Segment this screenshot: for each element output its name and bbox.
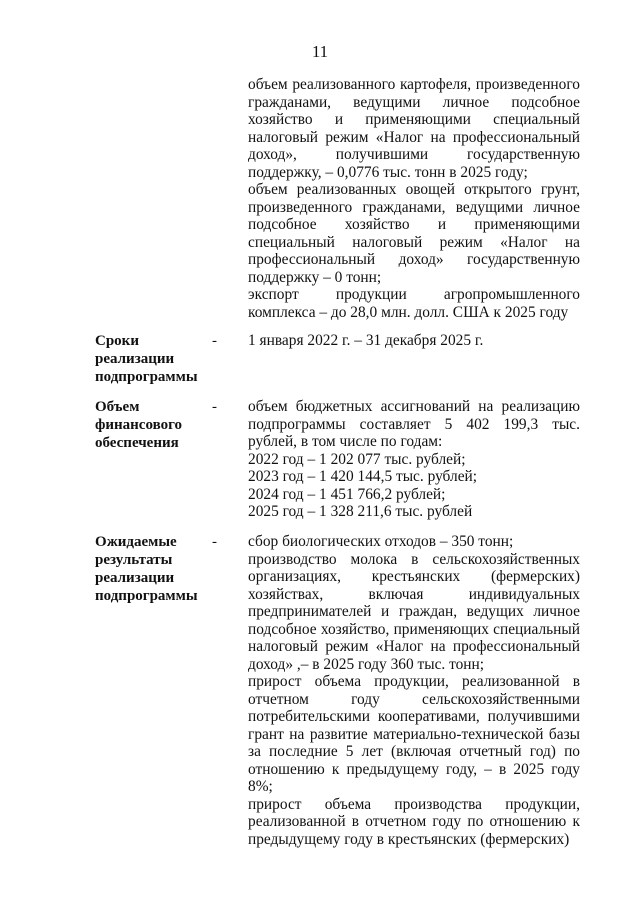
period-text: 1 января 2022 г. – 31 декабря 2025 г. <box>248 332 484 349</box>
paragraph-potato-volume: объем реализованного картофеля, произведенного гражданами, ведущими личное подсобное хозяйство и применяющими специальный налоговый режим «Налог на профессиональный доход», получившими государственную поддержку, – 0,0776 тыс. тонн в 2025 году; <box>248 76 580 181</box>
result-biowaste: сбор биологических отходов – 350 тонн; <box>248 533 514 550</box>
paragraph-agro-export: экспорт продукции агропромышленного комплекса – до 28,0 млн. долл. США к 2025 году <box>248 286 580 321</box>
page-number: 11 <box>311 42 329 61</box>
financing-year-2025: 2025 год – 1 328 211,6 тыс. рублей <box>248 503 473 520</box>
row-label: Сроки реализации подпрограммы <box>95 333 198 385</box>
row-dash: - <box>212 534 217 550</box>
paragraph-vegetables-volume: объем реализованных овощей открытого грунт, произведенного гражданами, ведущими личное подсобное хозяйство и применяющими специальный налоговый режим «Налог на профессиональный доход» государственную поддержку – 0 тонн; <box>248 181 580 286</box>
result-farm-production-growth: прирост объема производства продукции, реализованной в отчетном году по отношению к предыдущему году в крестьянских (фермерских) <box>248 795 580 848</box>
financing-intro: объем бюджетных ассигнований на реализацию подпрограммы составляет 5 402 199,3 тыс. рублей, в том числе по годам: <box>248 398 580 450</box>
row-dash: - <box>212 333 217 349</box>
financing-year-2023: 2023 год – 1 420 144,5 тыс. рублей; <box>248 468 478 485</box>
row-content <box>248 398 580 521</box>
result-milk-production: производство молока в сельскохозяйственных организациях, крестьянских (фермерских) хозяйствах, включая индивидуальных предпринимателей и граждан, ведущих личное подсобное хозяйство, применяющих специальный налоговый режим «Налог на профессиональный доход» ,– в 2025 году 360 тыс. тонн; <box>248 550 580 673</box>
result-cooperatives-growth: прирост объема продукции, реализованной в отчетном году сельскохозяйственными потребительскими кооперативами, получившими грант на развитие материально-технической базы за последние 5 лет (включая отчетный год) по отношению к предыдущему году, – в 2025 году 8%; <box>248 673 580 795</box>
financing-year-2022: 2022 год – 1 202 077 тыс. рублей; <box>248 450 466 468</box>
row-label: Объем финансового обеспечения <box>95 399 183 451</box>
row-content <box>248 332 580 350</box>
financing-year-2024: 2024 год – 1 451 766,2 рублей; <box>248 485 446 503</box>
intro-block <box>248 76 580 321</box>
row-label: Ожидаемые результаты реализации подпрограммы <box>95 534 198 604</box>
row-dash: - <box>212 399 217 415</box>
row-content <box>248 533 580 848</box>
